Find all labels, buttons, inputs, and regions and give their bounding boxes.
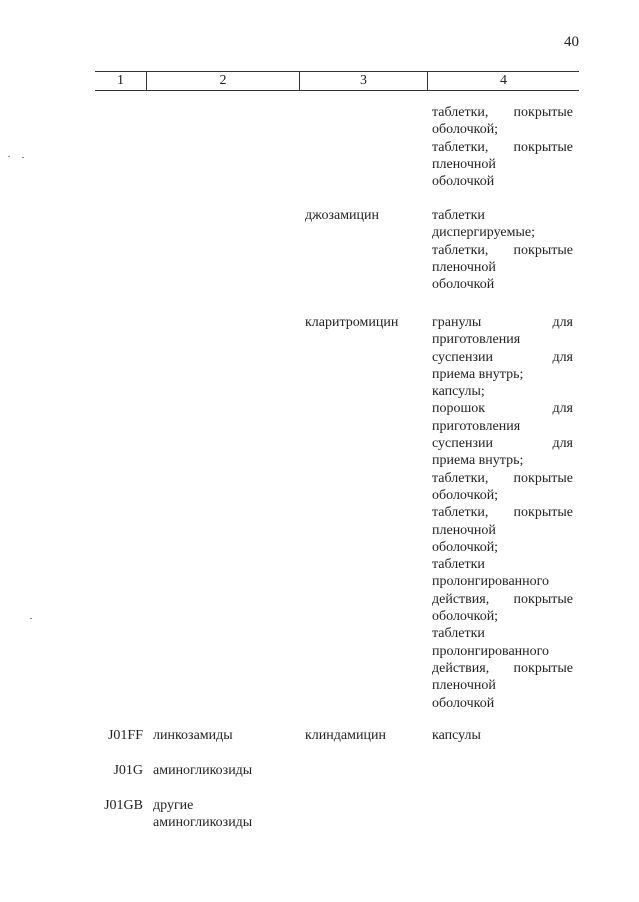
dosage-form-line: приготовления (432, 332, 521, 348)
atc-code: J01GB (104, 798, 143, 813)
dosage-form-line: приготовления (432, 418, 521, 434)
header-col-2: 2 (147, 72, 300, 90)
dosage-form-line: суспензии для (432, 349, 573, 365)
dosage-form-line: оболочкой (432, 277, 495, 293)
dosage-form-line: суспензии для (432, 436, 573, 452)
scan-speck (8, 156, 10, 157)
drug-name: клиндамицин (305, 728, 386, 743)
dosage-form-line: таблетки (432, 557, 485, 573)
dosage-form-line: приема внутрь; (432, 366, 524, 382)
dosage-form-line: капсулы (432, 728, 481, 743)
dosage-forms (432, 207, 573, 293)
atc-code: J01FF (107, 728, 143, 743)
dosage-form-line: оболочкой; (432, 539, 499, 555)
dosage-form-line: пленочной (432, 259, 496, 275)
dosage-form-line: оболочкой (432, 174, 495, 190)
dosage-form-line: капсулы; (432, 384, 485, 400)
header-col-1: 1 (95, 72, 147, 90)
dosage-form-line: таблетки, покрытые (432, 505, 573, 521)
dosage-forms (432, 314, 573, 712)
dosage-forms (432, 727, 573, 744)
dosage-form-line: действия, покрытые (432, 591, 573, 607)
group-name: аминогликозиды (153, 763, 253, 778)
dosage-form-line: диспергируемые; (432, 225, 535, 241)
dosage-form-line: оболочкой; (432, 122, 499, 138)
dosage-form-line: пролонгированного (432, 574, 550, 590)
dosage-form-line: оболочкой (432, 695, 495, 711)
group-name: другие аминогликозиды (153, 798, 253, 831)
dosage-form-line: таблетки, покрытые (432, 470, 573, 486)
header-col-3: 3 (300, 72, 428, 90)
dosage-form-line: действия, покрытые (432, 660, 573, 676)
dosage-form-line: таблетки, покрытые (432, 242, 573, 258)
scan-speck (30, 618, 32, 619)
header-col-4: 4 (500, 73, 507, 88)
dosage-form-line: пленочной (432, 156, 496, 172)
dosage-form-line: таблетки (432, 626, 485, 642)
dosage-form-line: оболочкой; (432, 609, 499, 625)
dosage-form-line: порошок для (432, 401, 573, 417)
dosage-form-line: пролонгированного (432, 643, 550, 659)
dosage-form-line: пленочной (432, 678, 496, 694)
atc-code: J01G (113, 763, 143, 778)
drug-name: джозамицин (305, 208, 380, 223)
drug-name: кларитромицин (305, 315, 399, 330)
page-number: 40 (564, 34, 579, 50)
dosage-form-line: оболочкой; (432, 487, 499, 503)
table-header (95, 71, 579, 91)
dosage-form-line: таблетки, покрытые (432, 105, 573, 120)
dosage-form-line: пленочной (432, 522, 496, 538)
dosage-forms (432, 104, 573, 190)
dosage-form-line: гранулы для (432, 315, 573, 330)
dosage-form-line: приема внутрь; (432, 453, 524, 469)
dosage-form-line: таблетки (432, 208, 485, 223)
dosage-form-line: таблетки, покрытые (432, 139, 573, 155)
scan-speck (22, 157, 24, 158)
group-name: линкозамиды (153, 728, 233, 743)
